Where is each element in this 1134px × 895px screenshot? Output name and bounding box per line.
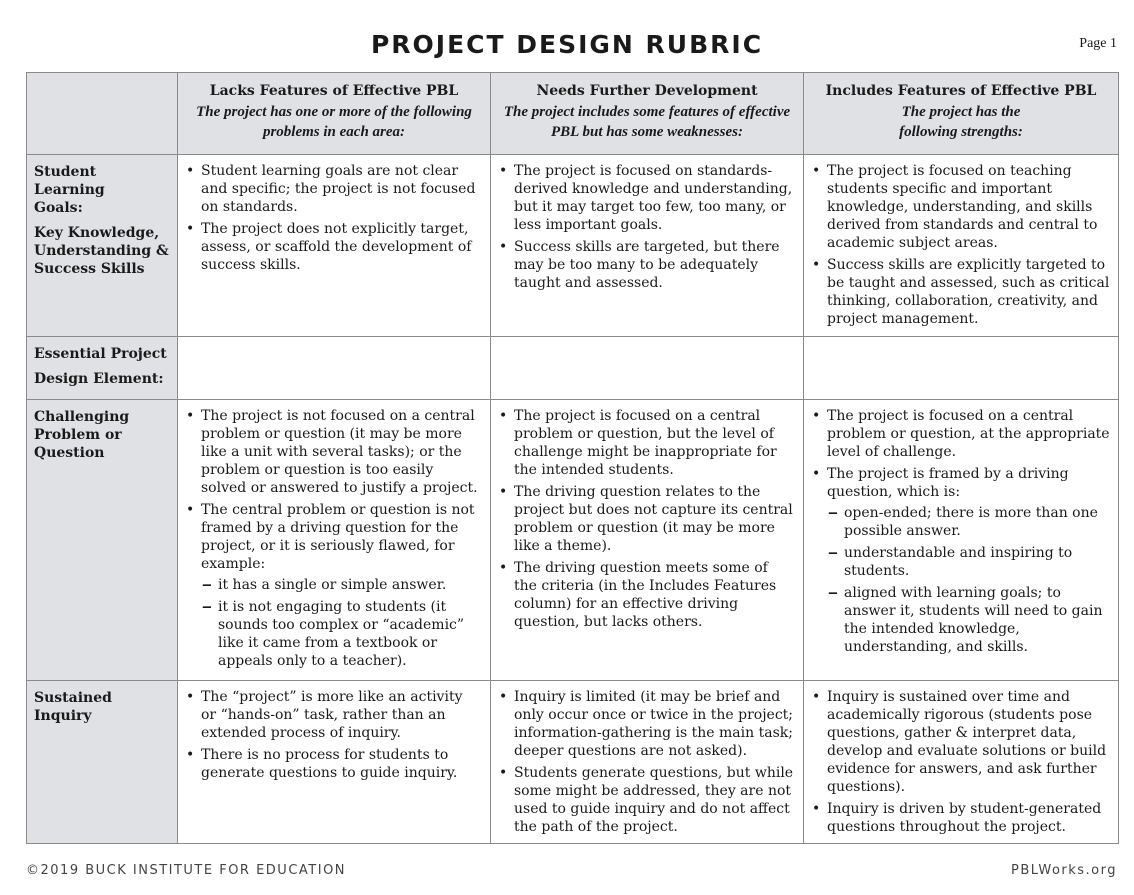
row-header-line: Problem or	[34, 427, 122, 443]
sub-bullet-list	[201, 576, 482, 670]
bullet-item	[810, 688, 1110, 796]
row-learning-goals	[27, 155, 1119, 337]
bullet-text: Success skills are targeted, but there may be too many to be adequately taught and assessed.	[514, 239, 780, 291]
sub-bullet-item: ‒ aligned with learning goals; to answer it, students will need to gain the intended knowledge, understanding, and skills.	[827, 584, 1110, 656]
row-sustained-inquiry	[27, 681, 1119, 844]
bullet-item	[810, 800, 1110, 836]
bullet-text: Students generate questions, but while some might be addressed, they are not used to guide inquiry and do not affect the path of the project.	[514, 765, 794, 835]
bullet-text: Student learning goals are not clear and specific; the project is not focused on standards.	[201, 163, 476, 215]
row-header	[27, 155, 178, 337]
cell-lacks	[178, 400, 491, 681]
bullet-text: The central problem or question is not framed by a driving question for the project, or it is seriously flawed, for example:	[201, 502, 475, 572]
sub-bullet-item: ‒ it has a single or simple answer.	[201, 576, 482, 594]
column-header-includes	[804, 73, 1119, 155]
row-header-line: Understanding &	[34, 243, 169, 259]
bullet-list	[497, 688, 795, 836]
bullet-item	[497, 238, 795, 292]
bullet-text: Inquiry is limited (it may be brief and only occur once or twice in the project; information-gathering is the main task; deeper questions are not asked).	[514, 689, 794, 759]
bullet-list	[184, 688, 482, 782]
bullet-list	[184, 162, 482, 274]
bullet-item	[497, 407, 795, 479]
bullet-text: Success skills are explicitly targeted to be taught and assessed, such as critical thinking, collaboration, creativity, and project management.	[827, 257, 1110, 327]
sub-bullet-list	[827, 504, 1110, 656]
bullet-text: The project is focused on a central problem or question, but the level of challenge might be inappropriate for the intended students.	[514, 408, 777, 478]
column-title: Needs Further Development	[536, 83, 758, 99]
cell-lacks	[178, 337, 491, 400]
corner-cell	[27, 73, 178, 155]
footer-website: PBLWorks.org	[1011, 863, 1117, 878]
bullet-item	[184, 220, 482, 274]
cell-needs	[491, 155, 804, 337]
cell-includes	[804, 337, 1119, 400]
column-subtitle: The project has one or more of the following problems in each area:	[196, 104, 472, 140]
column-header-needs	[491, 73, 804, 155]
row-header	[27, 400, 178, 681]
row-header-line: Design Element:	[34, 371, 164, 387]
bullet-text: The project is not focused on a central problem or question (it may be more like a unit with several tasks); or the problem or question is too easily solved or answered to justify a project.	[201, 408, 478, 496]
bullet-text: There is no process for students to generate questions to guide inquiry.	[201, 747, 458, 781]
rubric-table	[26, 72, 1119, 844]
row-header-line: Goals:	[34, 200, 83, 216]
bullet-item	[497, 483, 795, 555]
row-header-line: Inquiry	[34, 708, 92, 724]
row-header-line: Challenging	[34, 409, 130, 425]
bullet-item	[810, 465, 1110, 656]
sub-bullet-item: ‒ open-ended; there is more than one possible answer.	[827, 504, 1110, 540]
cell-needs	[491, 681, 804, 844]
cell-includes	[804, 155, 1119, 337]
bullet-text: The project does not explicitly target, assess, or scaffold the development of success skills.	[201, 221, 472, 273]
bullet-text: The project is focused on a central problem or question, at the appropriate level of challenge.	[827, 408, 1110, 460]
cell-lacks	[178, 681, 491, 844]
bullet-text: The driving question meets some of the criteria (in the Includes Features column) for an effective driving question, but lacks others.	[514, 560, 777, 630]
cell-needs	[491, 337, 804, 400]
bullet-list	[810, 162, 1110, 328]
row-header	[27, 337, 178, 400]
bullet-text: The project is focused on teaching students specific and important knowledge, understanding, and skills derived from standards and central to academic subject areas.	[827, 163, 1098, 251]
column-header-lacks	[178, 73, 491, 155]
page-title: PROJECT DESIGN RUBRIC	[370, 30, 764, 59]
row-challenging-problem	[27, 400, 1119, 681]
cell-includes	[804, 681, 1119, 844]
row-header-line: Question	[34, 445, 105, 461]
column-subtitle: The project has the following strengths:	[899, 104, 1023, 140]
row-header-line: Key Knowledge,	[34, 225, 160, 241]
bullet-item	[497, 764, 795, 836]
row-header-line: Success Skills	[34, 261, 145, 277]
bullet-list	[184, 407, 482, 670]
sub-bullet-item: ‒ it is not engaging to students (it sounds too complex or “academic” like it came from a textbook or appeals only to a teacher).	[201, 598, 482, 670]
bullet-list	[497, 407, 795, 631]
bullet-text: The “project” is more like an activity or “hands-on” task, rather than an extended process of inquiry.	[201, 689, 463, 741]
bullet-list	[810, 407, 1110, 656]
bullet-text: The project is framed by a driving question, which is:	[827, 466, 1069, 500]
bullet-text: Inquiry is driven by student-generated questions throughout the project.	[827, 801, 1102, 835]
bullet-item	[497, 162, 795, 234]
bullet-list	[497, 162, 795, 292]
row-header-line: Sustained	[34, 690, 112, 706]
sub-bullet-item: ‒ understandable and inspiring to students.	[827, 544, 1110, 580]
bullet-text: Inquiry is sustained over time and academically rigorous (students pose questions, gather & interpret data, develop and evaluate solutions or build evidence for answers, and ask further questions).	[827, 689, 1107, 795]
page-number: Page 1	[1079, 36, 1117, 51]
bullet-text: The project is focused on standards-derived knowledge and understanding, but it may target too few, too many, or less important goals.	[514, 163, 793, 233]
bullet-list	[810, 688, 1110, 836]
bullet-item	[184, 746, 482, 782]
row-design-element	[27, 337, 1119, 400]
bullet-item	[184, 407, 482, 497]
row-header-line: Essential Project	[34, 346, 167, 362]
header-row	[27, 73, 1119, 155]
bullet-item	[184, 162, 482, 216]
bullet-item	[184, 501, 482, 670]
bullet-item	[810, 256, 1110, 328]
cell-includes	[804, 400, 1119, 681]
cell-needs	[491, 400, 804, 681]
bullet-item	[810, 162, 1110, 252]
bullet-item	[497, 688, 795, 760]
column-subtitle: The project includes some features of effective PBL but has some weaknesses:	[503, 104, 791, 140]
bullet-item	[497, 559, 795, 631]
cell-lacks	[178, 155, 491, 337]
row-header-line: Student Learning	[34, 164, 105, 198]
column-title: Lacks Features of Effective PBL	[209, 83, 459, 99]
bullet-text: The driving question relates to the project but does not capture its central problem or question (it may be more like a theme).	[514, 484, 793, 554]
bullet-item	[184, 688, 482, 742]
column-title: Includes Features of Effective PBL	[825, 83, 1097, 99]
row-header	[27, 681, 178, 844]
bullet-item	[810, 407, 1110, 461]
footer-copyright: ©2019 BUCK INSTITUTE FOR EDUCATION	[26, 863, 347, 878]
